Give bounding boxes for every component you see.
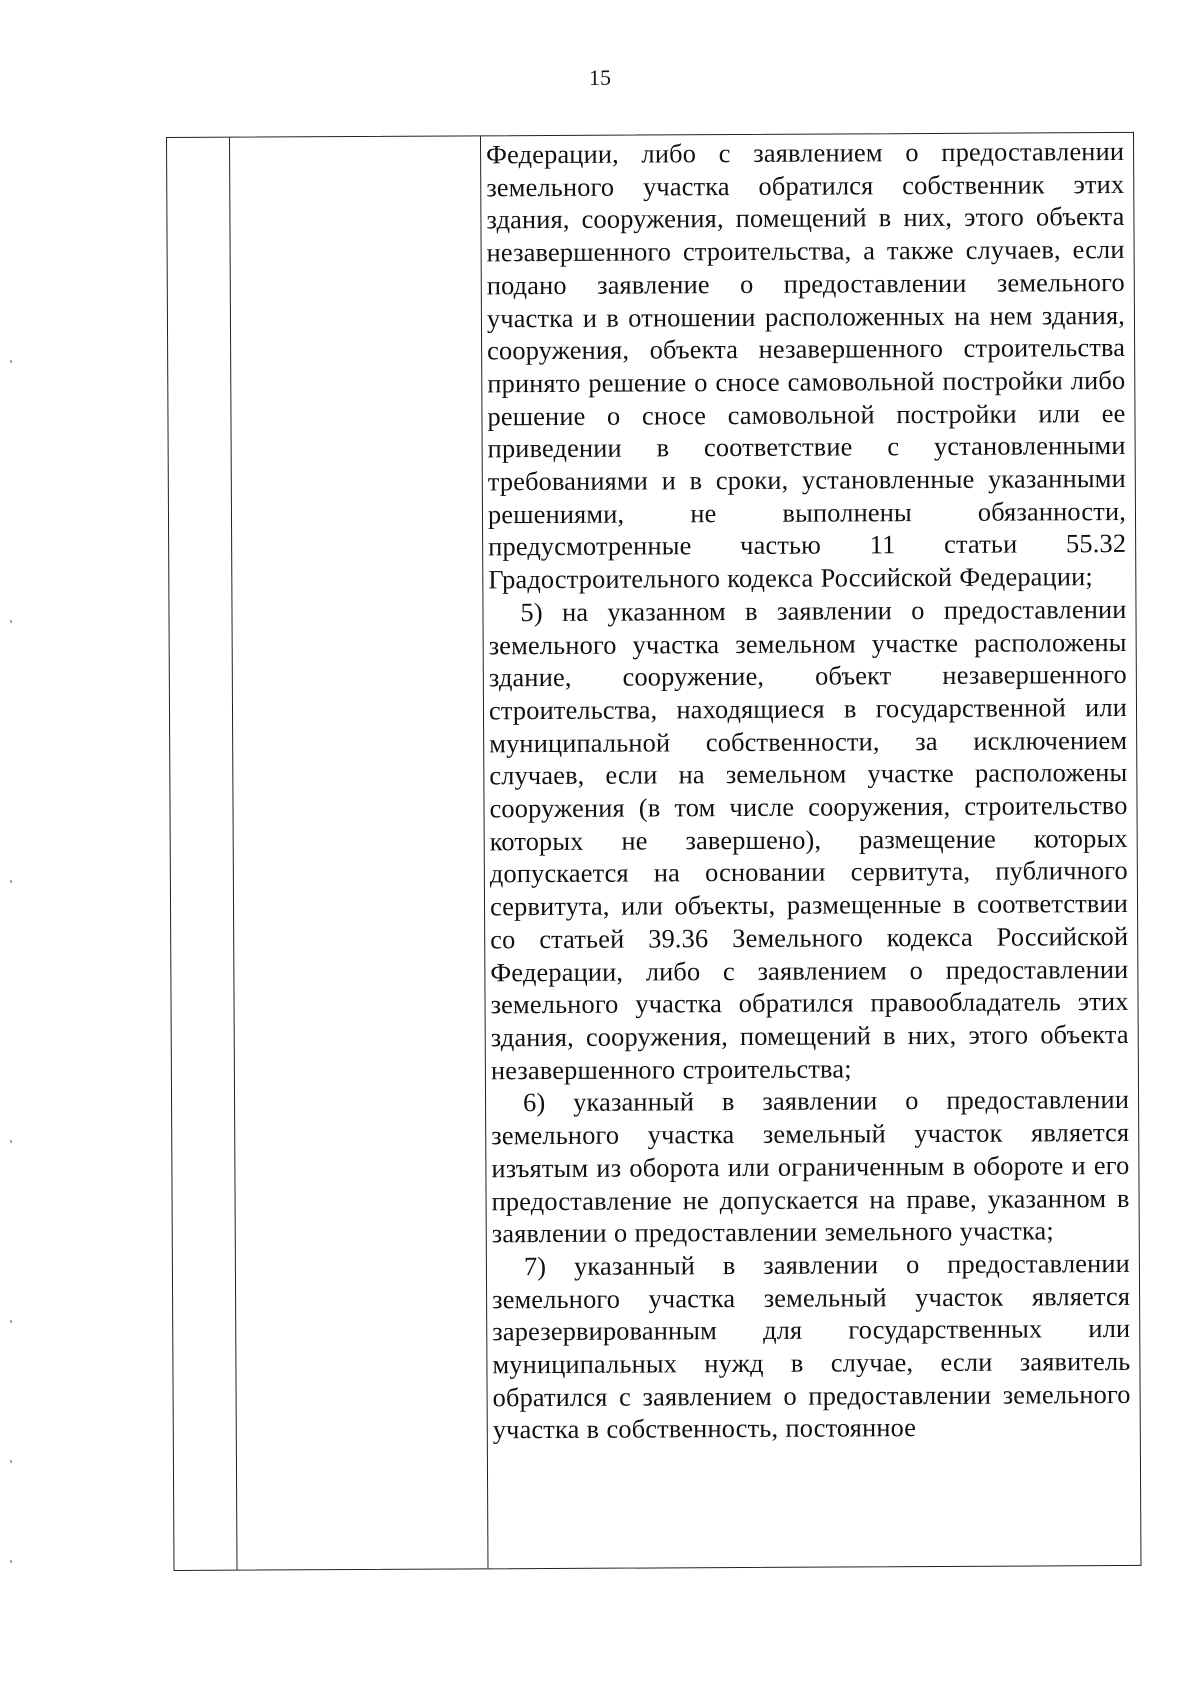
- scan-artifact-dots: [10, 360, 16, 1640]
- paragraph-item-6: 6) указанный в заявлении о предоставлении земельного участка земельный участок является изъятым из оборота или ограниченным в обороте и его предоставление не допускается на праве, указанном в заявлении о предоставлении земельного участка;: [491, 1084, 1130, 1249]
- table-cell-text: [486, 135, 1131, 1446]
- table-column-divider: [229, 138, 237, 1570]
- paragraph-continuation: Федерации, либо с заявлением о предоставлении земельного участка обратился собственник этих здания, сооружения, помещений в них, этого объекта незавершенного строительства, а также случаев, если подано заявление о предоставлении земельного участка и в отношении расположенных на нем здания, сооружения, объекта незавершенного строительства принято решение о сносе самовольной постройки либо решение о сносе самовольной постройки или ее приведении в соответствие с установленными требованиями и в сроки, установленные указанными решениями, не выполнены обязанности, предусмотренные частью 11 статьи 55.32 Градостроительного кодекса Российской Федерации;: [486, 135, 1127, 595]
- paragraph-item-7: 7) указанный в заявлении о предоставлении земельного участка земельный участок является зарезервированным для государственных или муниципальных нужд в случае, если заявитель обратился с заявлением о предоставлении земельного участка в собственность, постоянное: [492, 1247, 1131, 1445]
- document-table: [166, 132, 1141, 1571]
- page-number: 15: [589, 65, 611, 90]
- paragraph-item-5: 5) на указанном в заявлении о предоставлении земельного участка земельном участке расположены здание, сооружение, объект незавершенного строительства, находящиеся в государственной или муниципальной собственности, за исключением случаев, если на земельном участке расположены сооружения (в том числе сооружения, строительство которых не завершено), размещение которых допускается на основании сервитута, публичного сервитута, или объекты, размещенные в соответствии со статьей 39.36 Земельного кодекса Российской Федерации, либо с заявлением о предоставлении земельного участка обратился правообладатель этих здания, сооружения, помещений в них, этого объекта незавершенного строительства;: [488, 593, 1129, 1085]
